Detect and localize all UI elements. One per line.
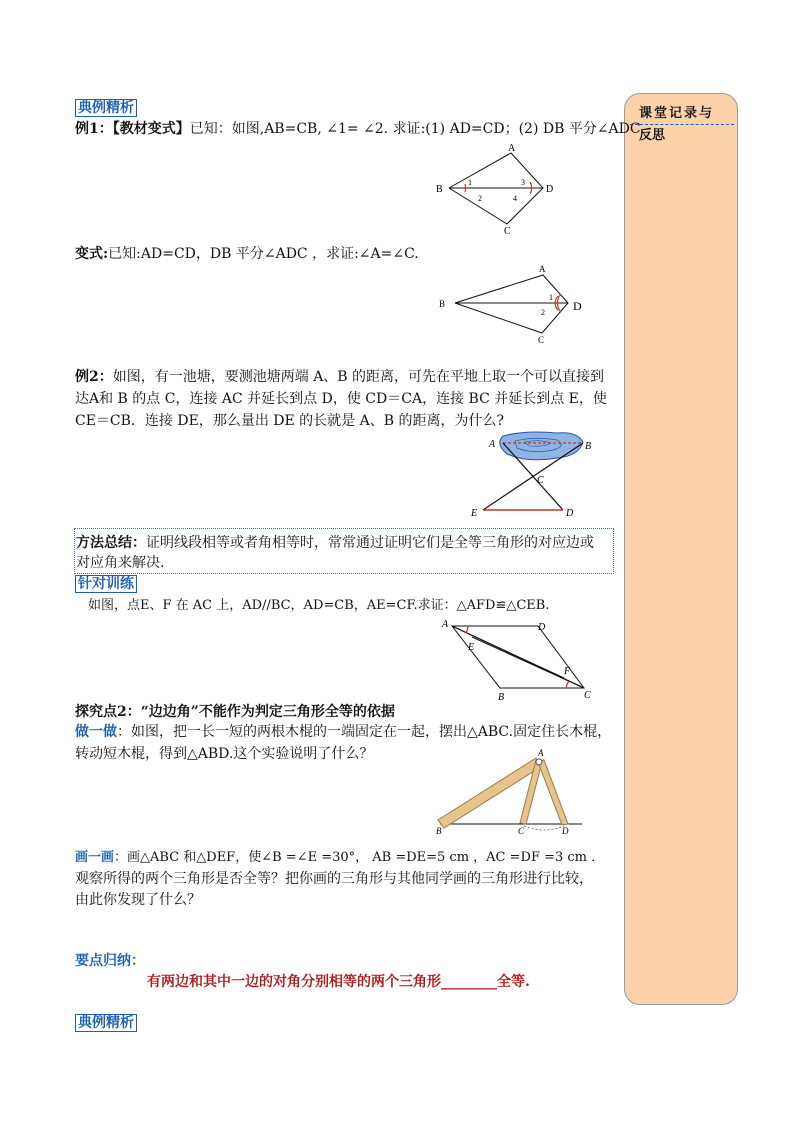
- fig2-angle-2: 2: [541, 308, 545, 317]
- draw-it-label: 画一画: [75, 850, 115, 865]
- key-points-blank: ________: [441, 974, 497, 990]
- method-summary-line2: 对应角来解决.: [76, 555, 165, 571]
- example2-line3: CE＝CB．连接 DE，那么量出 DE 的长就是 A、B 的距离，为什么?: [75, 413, 504, 429]
- fig2-label-a: A: [539, 264, 546, 274]
- fig1-label-d: D: [546, 184, 554, 195]
- fig1-angle-4: 4: [513, 194, 517, 203]
- fig2-angle-1: 1: [549, 293, 553, 302]
- figure-sticks: [432, 748, 592, 838]
- draw-it-line3: 由此你发现了什么？: [75, 892, 201, 908]
- fig1-angle-2: 2: [478, 194, 482, 203]
- section-tag-targeted-training: 针对训练: [75, 575, 137, 593]
- fig4-label-c: C: [584, 690, 591, 701]
- fig1-label-c: C: [504, 226, 511, 237]
- fig5-label-c: C: [518, 826, 525, 836]
- fig2-label-c: C: [538, 335, 545, 345]
- key-points-statement: [147, 972, 530, 992]
- fig2-label-d: D: [573, 299, 582, 313]
- key-points-label-text: 要点归纳：: [75, 953, 145, 969]
- fig4-label-b: B: [498, 692, 505, 703]
- training-text: 如图，点E、F 在 AC 上，AD//BC，AD=CB，AE=CF.求证：△AFD≌△CEB.: [88, 598, 550, 613]
- try-it-label: 做一做: [75, 724, 117, 740]
- fig4-label-d: D: [538, 622, 546, 633]
- sidebar-title-line1: 课堂记录与: [639, 106, 715, 121]
- fig5-label-a: A: [538, 748, 544, 758]
- section-tag-typical-examples-2: 典例精析: [75, 1014, 137, 1032]
- sidebar-title-line2: 反思: [639, 128, 666, 143]
- example2-label: 例2：: [75, 369, 113, 385]
- fig5-label-b: B: [436, 826, 442, 836]
- fig4-label-e: E: [468, 642, 475, 653]
- example2-text-line1: 如图，有一池塘，要测池塘两端 A、B 的距离，可先在平地上取一个可以直接到: [112, 369, 605, 385]
- draw-it-line1: [75, 848, 604, 868]
- fig2-label-b: B: [439, 299, 446, 309]
- key-points-text-after: 全等.: [497, 974, 530, 990]
- method-summary-label: 方法总结：: [76, 535, 146, 551]
- draw-it-text-line1: ：画△ABC 和△DEF，使∠B =∠E =30°， AB =DE=5 cm ，AC =DF =3 cm ．: [114, 850, 605, 865]
- variant: [75, 244, 419, 264]
- example1-text: 已知：如图,AB=CB, ∠1= ∠2. 求证:(1) AD=CD；(2) DB 平分∠ADC.: [189, 121, 645, 137]
- notes-sidebar: [624, 93, 738, 1005]
- fig3-label-a: A: [489, 439, 496, 450]
- fig1-angle-1: 1: [468, 178, 472, 187]
- try-it-text-line1: ：如图，把一长一短的两根木棍的一端固定在一起，摆出△ABC.固定住长木棍，: [117, 724, 612, 740]
- fig3-label-b: B: [585, 441, 592, 452]
- fig3-label-e: E: [471, 508, 478, 519]
- fig4-label-f: F: [564, 666, 571, 677]
- figure-quadrilateral-abcd: [432, 142, 552, 242]
- try-it-line2: 转动短木棍，得到△ABD.这个实验说明了什么？: [75, 746, 374, 762]
- section-tag-typical-examples: 典例精析: [75, 99, 137, 117]
- fig1-angle-3: 3: [521, 178, 525, 187]
- example1-label: 例1：【教材变式】: [75, 121, 190, 137]
- figure-pond: [465, 428, 605, 520]
- variant-label: 变式:: [75, 246, 109, 262]
- key-points-label: [75, 951, 145, 971]
- fig3-label-c: C: [537, 475, 544, 486]
- variant-text: 已知:AD=CD，DB 平分∠ADC ，求证:∠A=∠C.: [108, 246, 419, 262]
- fig5-label-d: D: [562, 826, 569, 836]
- sidebar-divider: [630, 124, 734, 125]
- figure-kite-abcd: [435, 262, 595, 347]
- fig1-label-b: B: [436, 184, 443, 195]
- fig4-label-a: A: [442, 619, 449, 630]
- draw-it-line2: 观察所得的两个三角形是否全等？把你画的三角形与其他同学画的三角形进行比较，: [75, 871, 593, 887]
- fig3-label-d: D: [566, 508, 574, 519]
- method-summary-text-line1: 证明线段相等或者角相等时，常常通过证明它们是全等三角形的对应边或: [146, 535, 594, 551]
- method-summary-line1: [76, 533, 594, 553]
- try-it-line1: [75, 722, 611, 742]
- example1: [75, 119, 645, 139]
- example2-line1: [75, 367, 604, 387]
- example2-line2: 达A和 B 的点 C，连接 AC 并延长到点 D，使 CD＝CA，连接 BC 并延长到点 E，使: [75, 391, 607, 407]
- key-points-text-before: 有两边和其中一边的对角分别相等的两个三角形: [147, 974, 441, 990]
- fig1-label-a: A: [508, 143, 516, 154]
- figure-parallelogram: [438, 616, 598, 704]
- explore-title: 探究点2：“边边角”不能作为判定三角形全等的依据: [75, 704, 395, 720]
